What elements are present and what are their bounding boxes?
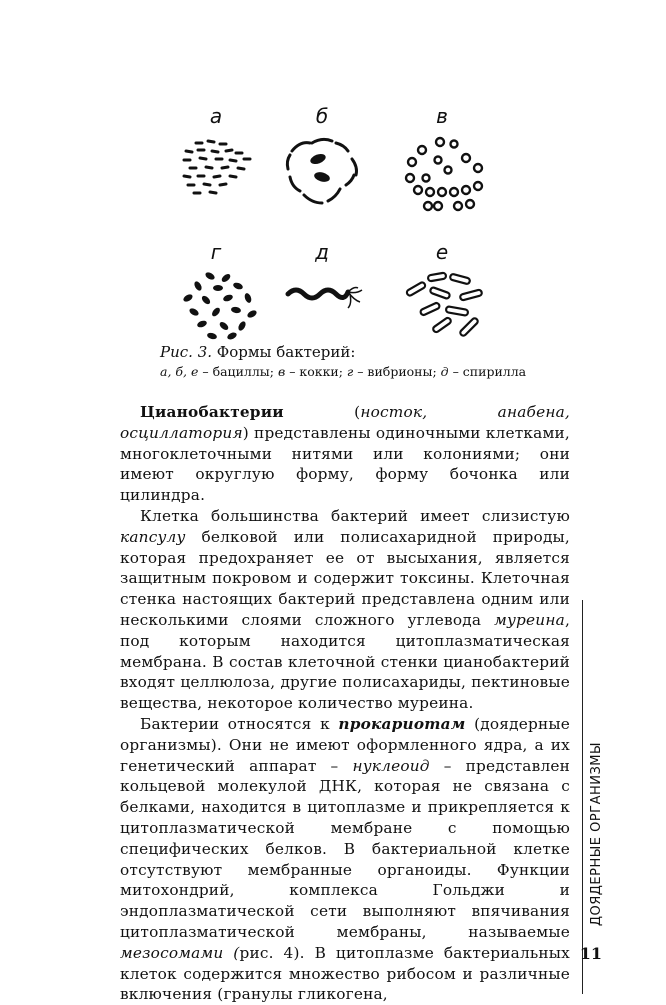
figure-label-d: д: [315, 240, 329, 264]
term-capsule: капсулу: [120, 527, 186, 546]
caption-title-line: [160, 342, 590, 362]
term-prokaryotes: прокариотам: [338, 714, 466, 733]
term-mesosomes: мезосомами (: [120, 943, 240, 962]
caption-prefix: Рис. 3.: [160, 343, 213, 361]
bacilli-elongated-illustration: [398, 270, 490, 338]
term-cyanobacteria: Цианобактерии: [140, 403, 284, 421]
paragraph-cyanobacteria: Цианобактерии (носток, анабена, осциллатория) представлены одиночными клетками, многоклеточными нитями или колониями; они имеют округлую форму, форму бочонка или цилиндра.: [120, 403, 570, 505]
figure-label-e: е: [435, 240, 449, 264]
figure-label-v: в: [436, 104, 448, 128]
page-number: 11: [579, 944, 602, 963]
side-divider-line: [582, 600, 583, 994]
bacilli-curved-illustration: [282, 133, 366, 213]
section-side-label: ДОЯДЕРНЫЕ ОРГАНИЗМЫ: [589, 742, 604, 927]
figure-label-g: г: [210, 240, 222, 264]
caption-title: Формы бактерий:: [216, 343, 356, 361]
figure-label-a: а: [209, 104, 223, 128]
figure-label-b: б: [315, 104, 329, 128]
figure-caption: [160, 342, 590, 382]
vibrions-illustration: [180, 270, 260, 342]
body-text: [120, 402, 570, 1005]
bacilli-short-rods-illustration: [176, 135, 260, 201]
spirilla-illustration: [284, 280, 368, 316]
cocci-illustration: [400, 134, 490, 218]
term-nucleoid: нуклеоид: [352, 756, 430, 775]
caption-subtitle: а, б, е – бациллы; в – кокки; г – вибрионы; д – спирилла: [160, 364, 527, 379]
paragraph-prokaryotes: Бактерии относятся к прокариотам (доядерные организмы). Они не имеют оформленного ядра, а их генетический аппарат – нуклеоид – представлен кольцевой молекулой ДНК, которая не связана с белками, находится в цитоплазме и прикрепляется к цитоплазматической мембране с помощью специфических белков. В бактериальной клетке отсутствуют мембранные органоиды. Функции митохондрий, комплекса Гольджи и эндоплазматической сети выполняют впячивания цитоплазматической мембраны, называемые мезосомами (рис. 4). В цитоплазме бактериальных клеток содержится множество рибосом и различные включения (гранулы гликогена,: [120, 714, 571, 1004]
paragraph-cell-wall: Клетка большинства бактерий имеет слизистую капсулу белковой или полисахаридной природы, которая предохраняет ее от высыхания, является защитным покровом и содержит токсины. Клеточная стенка настоящих бактерий представлена одним или несколькими слоями сложного углевода муреина, под которым находится цитоплазматическая мембрана. В состав клеточной стенки цианобактерий входят целлюлоза, другие полисахариды, пектиновые вещества, некоторое количество муреина.: [120, 506, 570, 713]
term-murein: муреина: [494, 610, 565, 629]
cyanobacteria-examples: носток, анабена, осциллатория: [120, 403, 570, 442]
